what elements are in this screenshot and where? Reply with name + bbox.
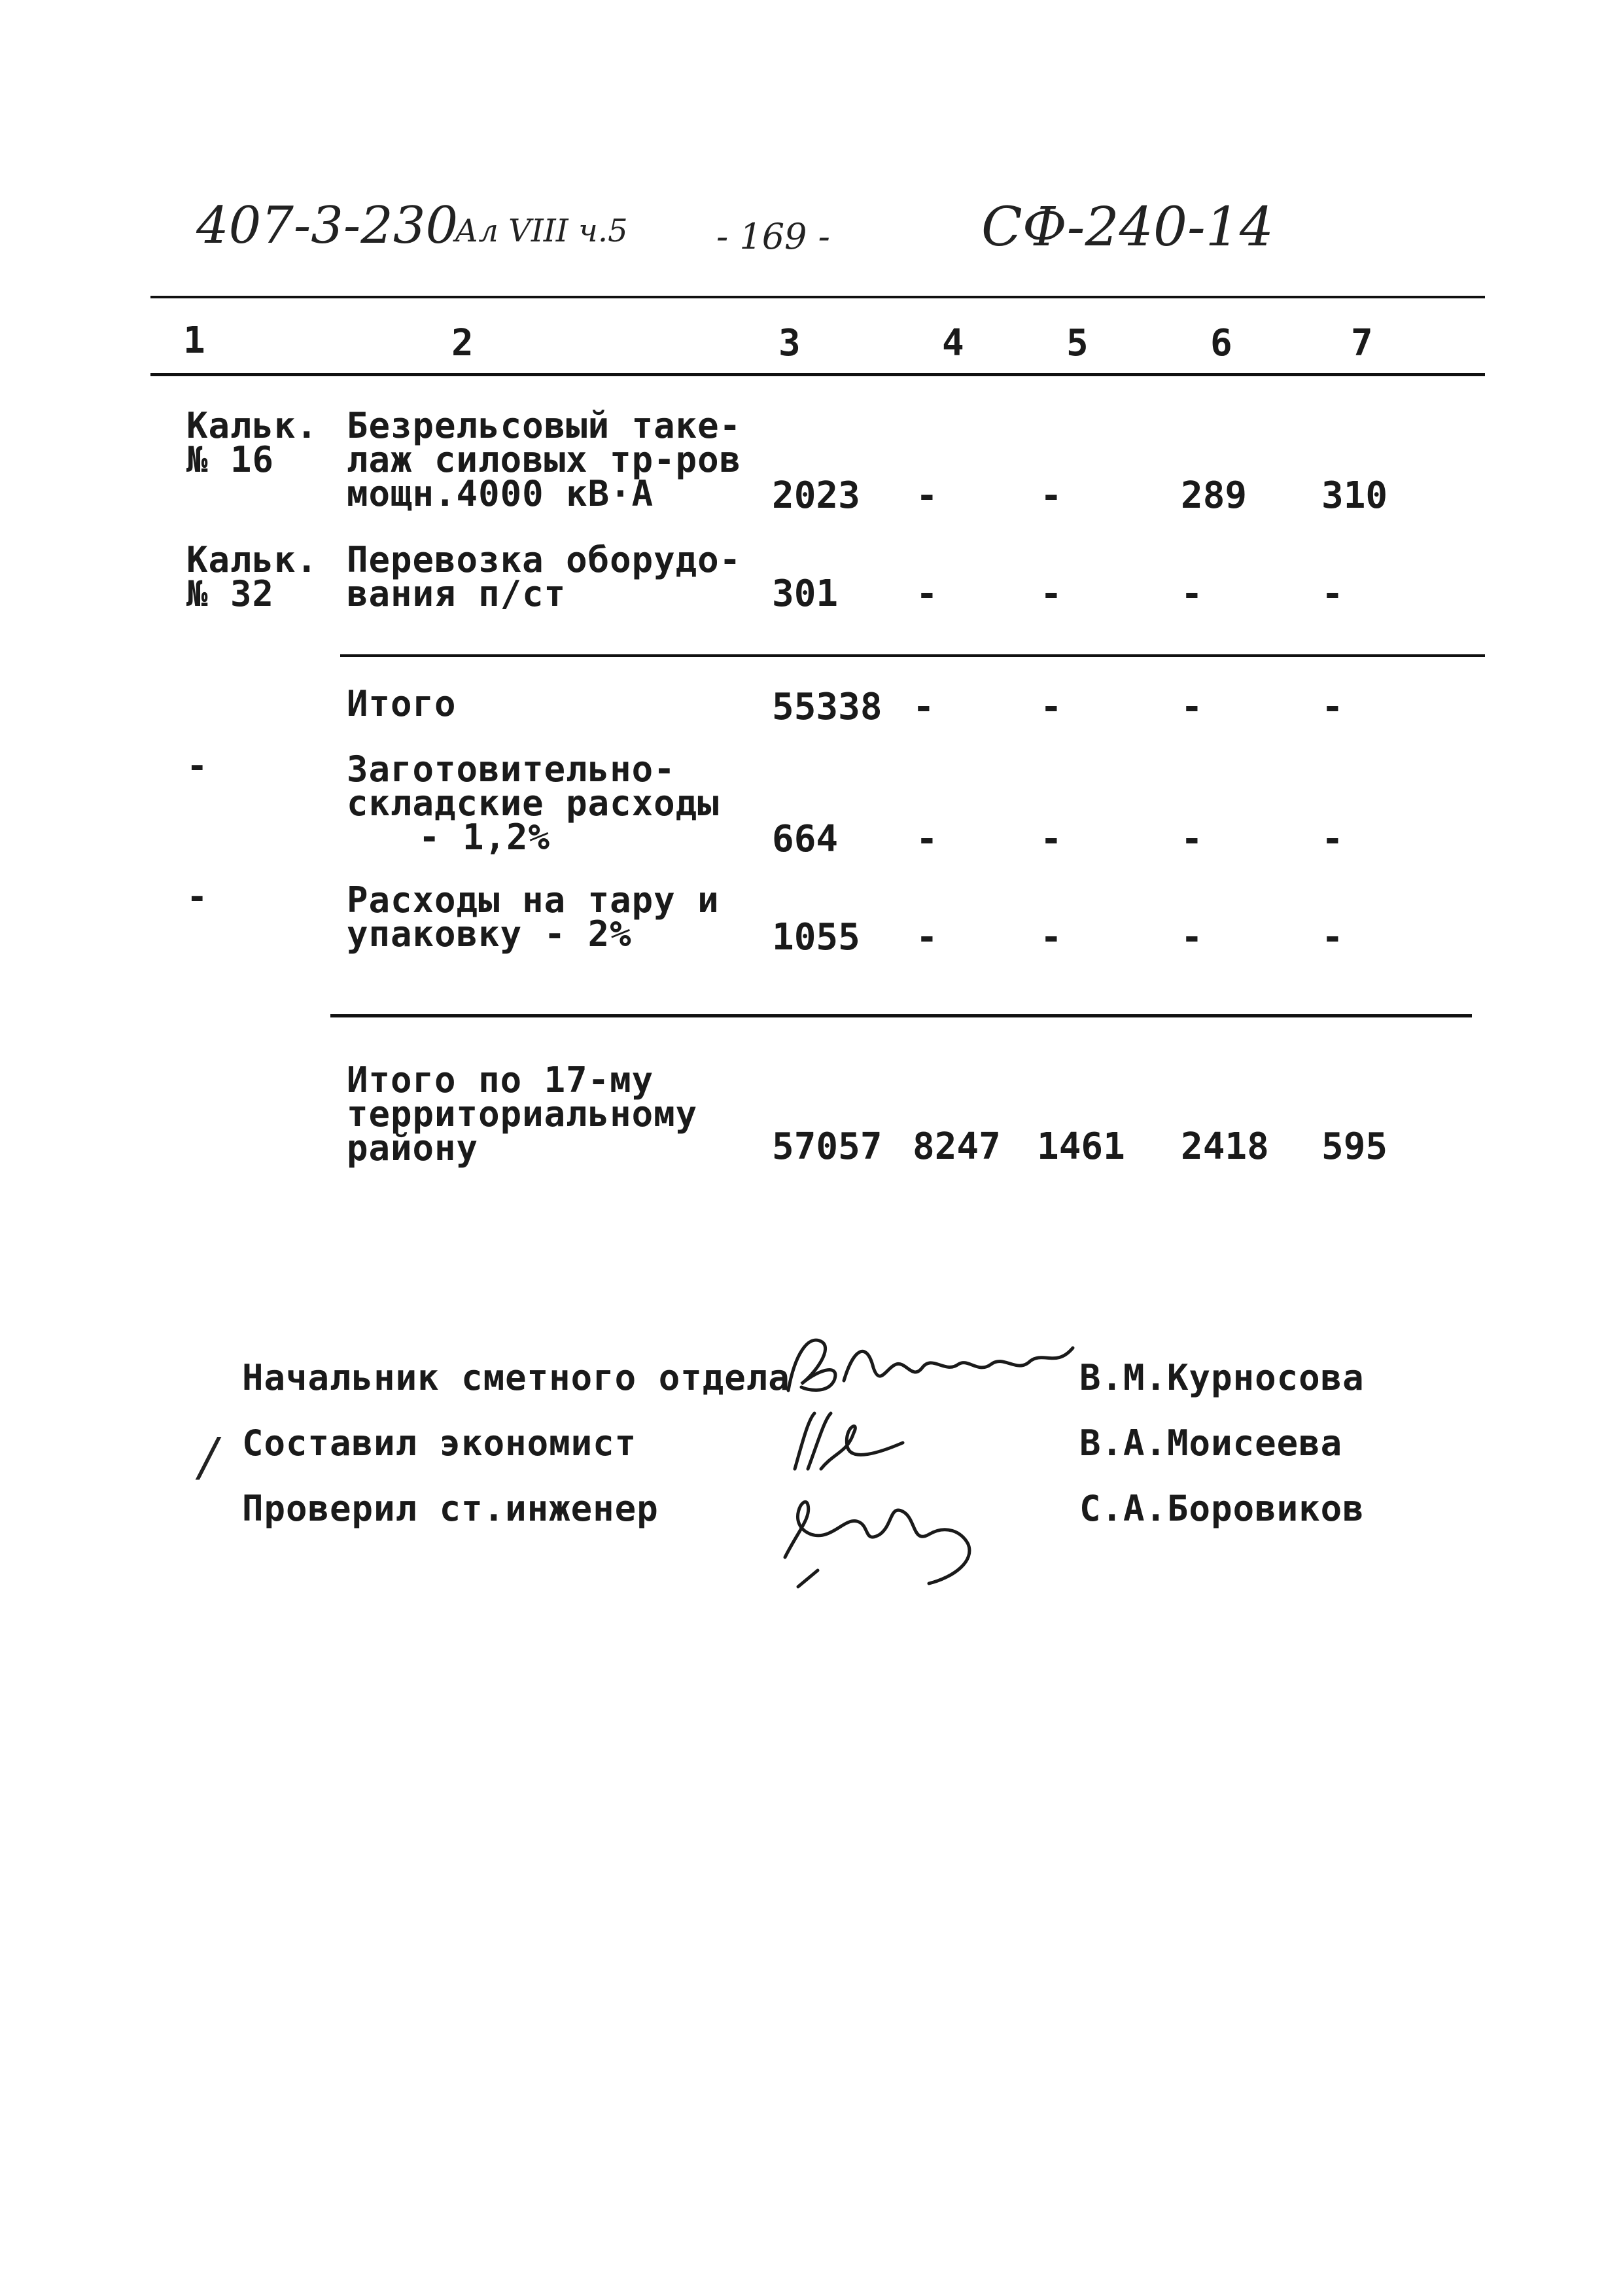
- row-1-col-6: 289: [1181, 474, 1248, 517]
- subtotal-rule: [340, 654, 1485, 657]
- row-6-col-3: 57057: [772, 1125, 882, 1168]
- row-4-col-4: -: [916, 818, 938, 860]
- margin-mark: /: [200, 1426, 217, 1487]
- row-3-col-7: -: [1321, 686, 1344, 728]
- row-5-col-6: -: [1181, 916, 1203, 959]
- row-5-ref: -: [186, 876, 209, 917]
- column-header-5: 5: [1066, 322, 1089, 364]
- total-rule: [330, 1014, 1472, 1017]
- document-code-suffix: Ал VIII ч.5: [455, 213, 628, 249]
- row-1-col-4: -: [916, 474, 938, 517]
- row-4-col-5: -: [1040, 818, 1062, 860]
- row-6-col-6: 2418: [1181, 1125, 1269, 1168]
- sheet-code: СФ-240-14: [981, 196, 1274, 258]
- row-4-description: Заготовительно- складские расходы - 1,2%: [347, 749, 720, 858]
- row-4-col-6: -: [1181, 818, 1203, 860]
- column-header-3: 3: [778, 322, 801, 364]
- row-6-description: Итого по 17-му территориальному району: [347, 1059, 698, 1169]
- row-1-col-7: 310: [1321, 474, 1388, 517]
- row-6-col-4: 8247: [913, 1125, 1001, 1168]
- row-5-col-3: 1055: [772, 916, 860, 959]
- row-5-col-5: -: [1040, 916, 1062, 959]
- row-1-col-3: 2023: [772, 474, 860, 517]
- row-5-col-7: -: [1321, 916, 1344, 959]
- top-rule: [150, 296, 1485, 298]
- signature-role-2: Составил экономист: [242, 1422, 637, 1464]
- row-6-col-5: 1461: [1037, 1125, 1125, 1168]
- row-4-col-7: -: [1321, 818, 1344, 860]
- row-6-col-7: 595: [1321, 1125, 1388, 1168]
- signature-role-3: Проверил ст.инженер: [242, 1488, 659, 1529]
- handwritten-signature-2: [782, 1407, 913, 1479]
- signature-name-3: С.А.Боровиков: [1079, 1488, 1365, 1529]
- row-2-col-3: 301: [772, 573, 839, 615]
- signature-role-1: Начальник сметного отдела: [242, 1357, 790, 1398]
- header-bottom-rule: [150, 373, 1485, 376]
- row-2-description: Перевозка оборудо- вания п/ст: [347, 539, 742, 614]
- row-2-col-6: -: [1181, 573, 1203, 615]
- row-1-ref: Кальк. № 16: [186, 405, 319, 480]
- column-header-6: 6: [1210, 322, 1232, 364]
- row-1-description: Безрельсовый такe- лаж силовых тр-ров мощн.4000 кВ·А: [347, 405, 742, 514]
- handwritten-signature-1: [782, 1328, 1083, 1407]
- column-header-1: 1: [183, 319, 205, 362]
- column-header-7: 7: [1351, 322, 1373, 364]
- handwritten-signature-3: [772, 1472, 981, 1590]
- row-3-col-5: -: [1040, 686, 1062, 728]
- row-3-col-4: -: [913, 686, 935, 728]
- row-2-col-7: -: [1321, 573, 1344, 615]
- row-2-ref: Кальк. № 32: [186, 539, 319, 614]
- row-5-col-4: -: [916, 916, 938, 959]
- row-2-col-5: -: [1040, 573, 1062, 615]
- row-3-col-3: 55338: [772, 686, 882, 728]
- row-5-description: Расходы на тару и упаковку - 2%: [347, 879, 720, 955]
- row-3-description: Итого: [347, 683, 457, 724]
- document-code: 407-3-230: [196, 196, 459, 255]
- row-2-col-4: -: [916, 573, 938, 615]
- signature-name-2: В.А.Моисеева: [1079, 1422, 1343, 1464]
- row-3-col-6: -: [1181, 686, 1203, 728]
- row-4-col-3: 664: [772, 818, 839, 860]
- signature-name-1: В.М.Курносова: [1079, 1357, 1365, 1398]
- column-header-4: 4: [942, 322, 964, 364]
- page-number: - 169 -: [716, 216, 830, 257]
- row-1-col-5: -: [1040, 474, 1062, 517]
- row-4-ref: -: [186, 745, 209, 786]
- column-header-2: 2: [451, 322, 474, 364]
